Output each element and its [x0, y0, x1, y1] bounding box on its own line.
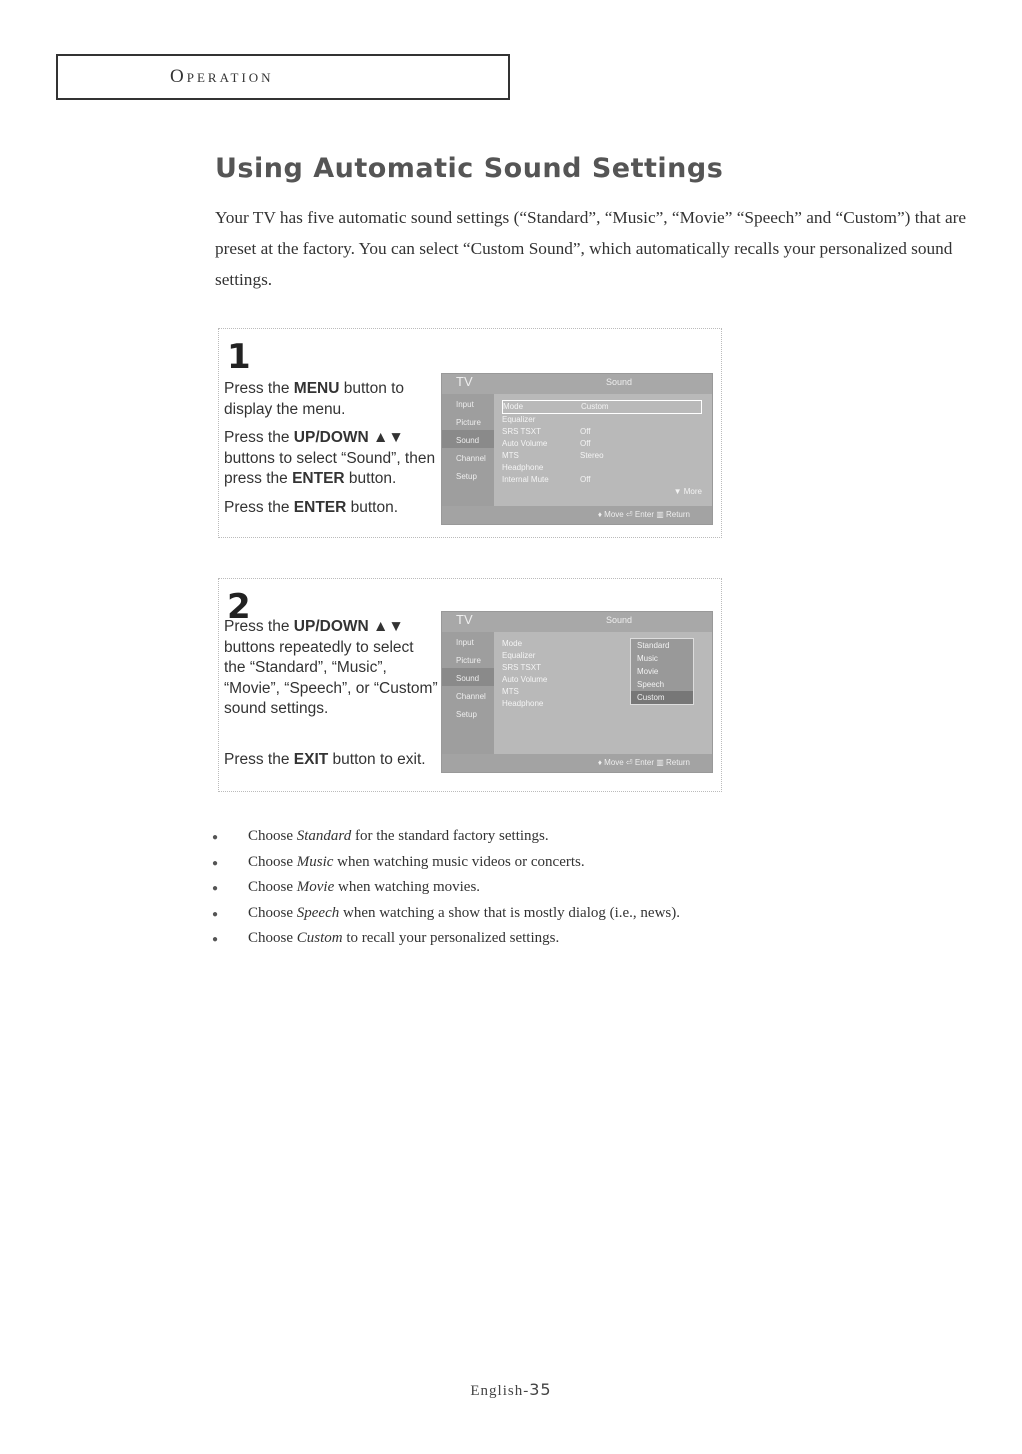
menu-row: MTS Stereo — [502, 451, 604, 460]
mode-option: Music — [637, 654, 658, 663]
mode-option: Speech — [637, 680, 665, 689]
side-item: Picture — [456, 418, 481, 427]
menu-footer: ♦ Move ⏎ Enter ▥ Return — [442, 754, 712, 772]
side-item: Setup — [456, 710, 477, 719]
menu-row: SRS TSXT Off — [502, 427, 591, 436]
list-item: ● Choose Music when watching music videos or concerts. — [212, 853, 585, 870]
side-item: Picture — [456, 656, 481, 665]
menu-header: Sound — [605, 615, 632, 625]
mode-option: Movie — [637, 667, 659, 676]
side-item: Channel — [456, 692, 486, 701]
more-indicator: ▼ More — [673, 487, 702, 496]
side-item: Setup — [456, 472, 477, 481]
list-item: ● Choose Custom to recall your personalized settings. — [212, 930, 560, 947]
side-item: Channel — [456, 454, 486, 463]
menu-row: Auto Volume — [502, 675, 548, 684]
step-1-number: 1 — [227, 337, 251, 377]
menu-footer: ♦ Move ⏎ Enter ▥ Return — [442, 506, 712, 524]
step-1-panel — [218, 328, 722, 538]
list-item: ● Choose Standard for the standard factory settings. — [212, 828, 549, 844]
list-item: ● Choose Movie when watching movies. — [212, 879, 481, 896]
menu-row: SRS TSXT — [502, 663, 541, 672]
step-2-number: 2 — [227, 587, 251, 627]
sound-menu-list — [502, 400, 702, 498]
page-title: Using Automatic Sound Settings — [215, 153, 724, 184]
mode-descriptions — [212, 826, 680, 954]
menu-row: Mode — [502, 639, 523, 648]
menu-row: Headphone — [502, 463, 544, 472]
tv-menu-screen-1 — [441, 373, 713, 525]
page-number: English-35 — [470, 1380, 552, 1399]
intro-paragraph: Your TV has five automatic sound settings (“Standard”, “Music”, “Movie” “Speech” and “Custom”) that are preset at the factory. You can select “Custom Sound”, which automatically recalls your personalized sound settings. — [215, 208, 967, 289]
menu-header: Sound — [605, 377, 632, 387]
mode-options-popup — [630, 638, 694, 705]
mode-option: Standard — [637, 641, 670, 650]
side-item-selected: Sound — [442, 668, 494, 686]
side-item-selected: Sound — [442, 430, 494, 448]
step-1-instructions: Press the MENU button to display the menu. Press the UP/DOWN ▲▼ buttons to select “Sound”, then press the ENTER button. Press the ENTER button. — [224, 380, 436, 516]
section-header — [56, 54, 510, 100]
side-item: Input — [456, 638, 474, 647]
menu-row: Headphone — [502, 699, 544, 708]
list-item: ● Choose Speech when watching a show that is mostly dialog (i.e., news). — [212, 904, 681, 921]
menu-row: Mode Custom — [502, 400, 702, 414]
menu-row: Auto Volume Off — [502, 439, 591, 448]
menu-row: Equalizer — [502, 651, 536, 660]
tv-label: TV — [456, 612, 473, 627]
menu-row: Equalizer — [502, 415, 536, 424]
menu-row: Internal Mute Off — [502, 475, 591, 484]
side-item: Input — [456, 400, 474, 409]
step-2-instructions: Press the UP/DOWN ▲▼ buttons repeatedly to select the “Standard”, “Music”, “Movie”, “Speech”, or “Custom” sound settings. Press the EXIT button to exit. — [224, 618, 438, 768]
mode-option-selected: Custom — [631, 691, 693, 704]
side-menu — [442, 394, 494, 506]
tv-menu-screen-2 — [441, 611, 713, 773]
side-menu — [442, 632, 494, 754]
section-label: Operation — [170, 66, 274, 87]
menu-row: MTS — [502, 687, 519, 696]
step-2-panel — [218, 578, 722, 792]
tv-label: TV — [456, 374, 473, 389]
